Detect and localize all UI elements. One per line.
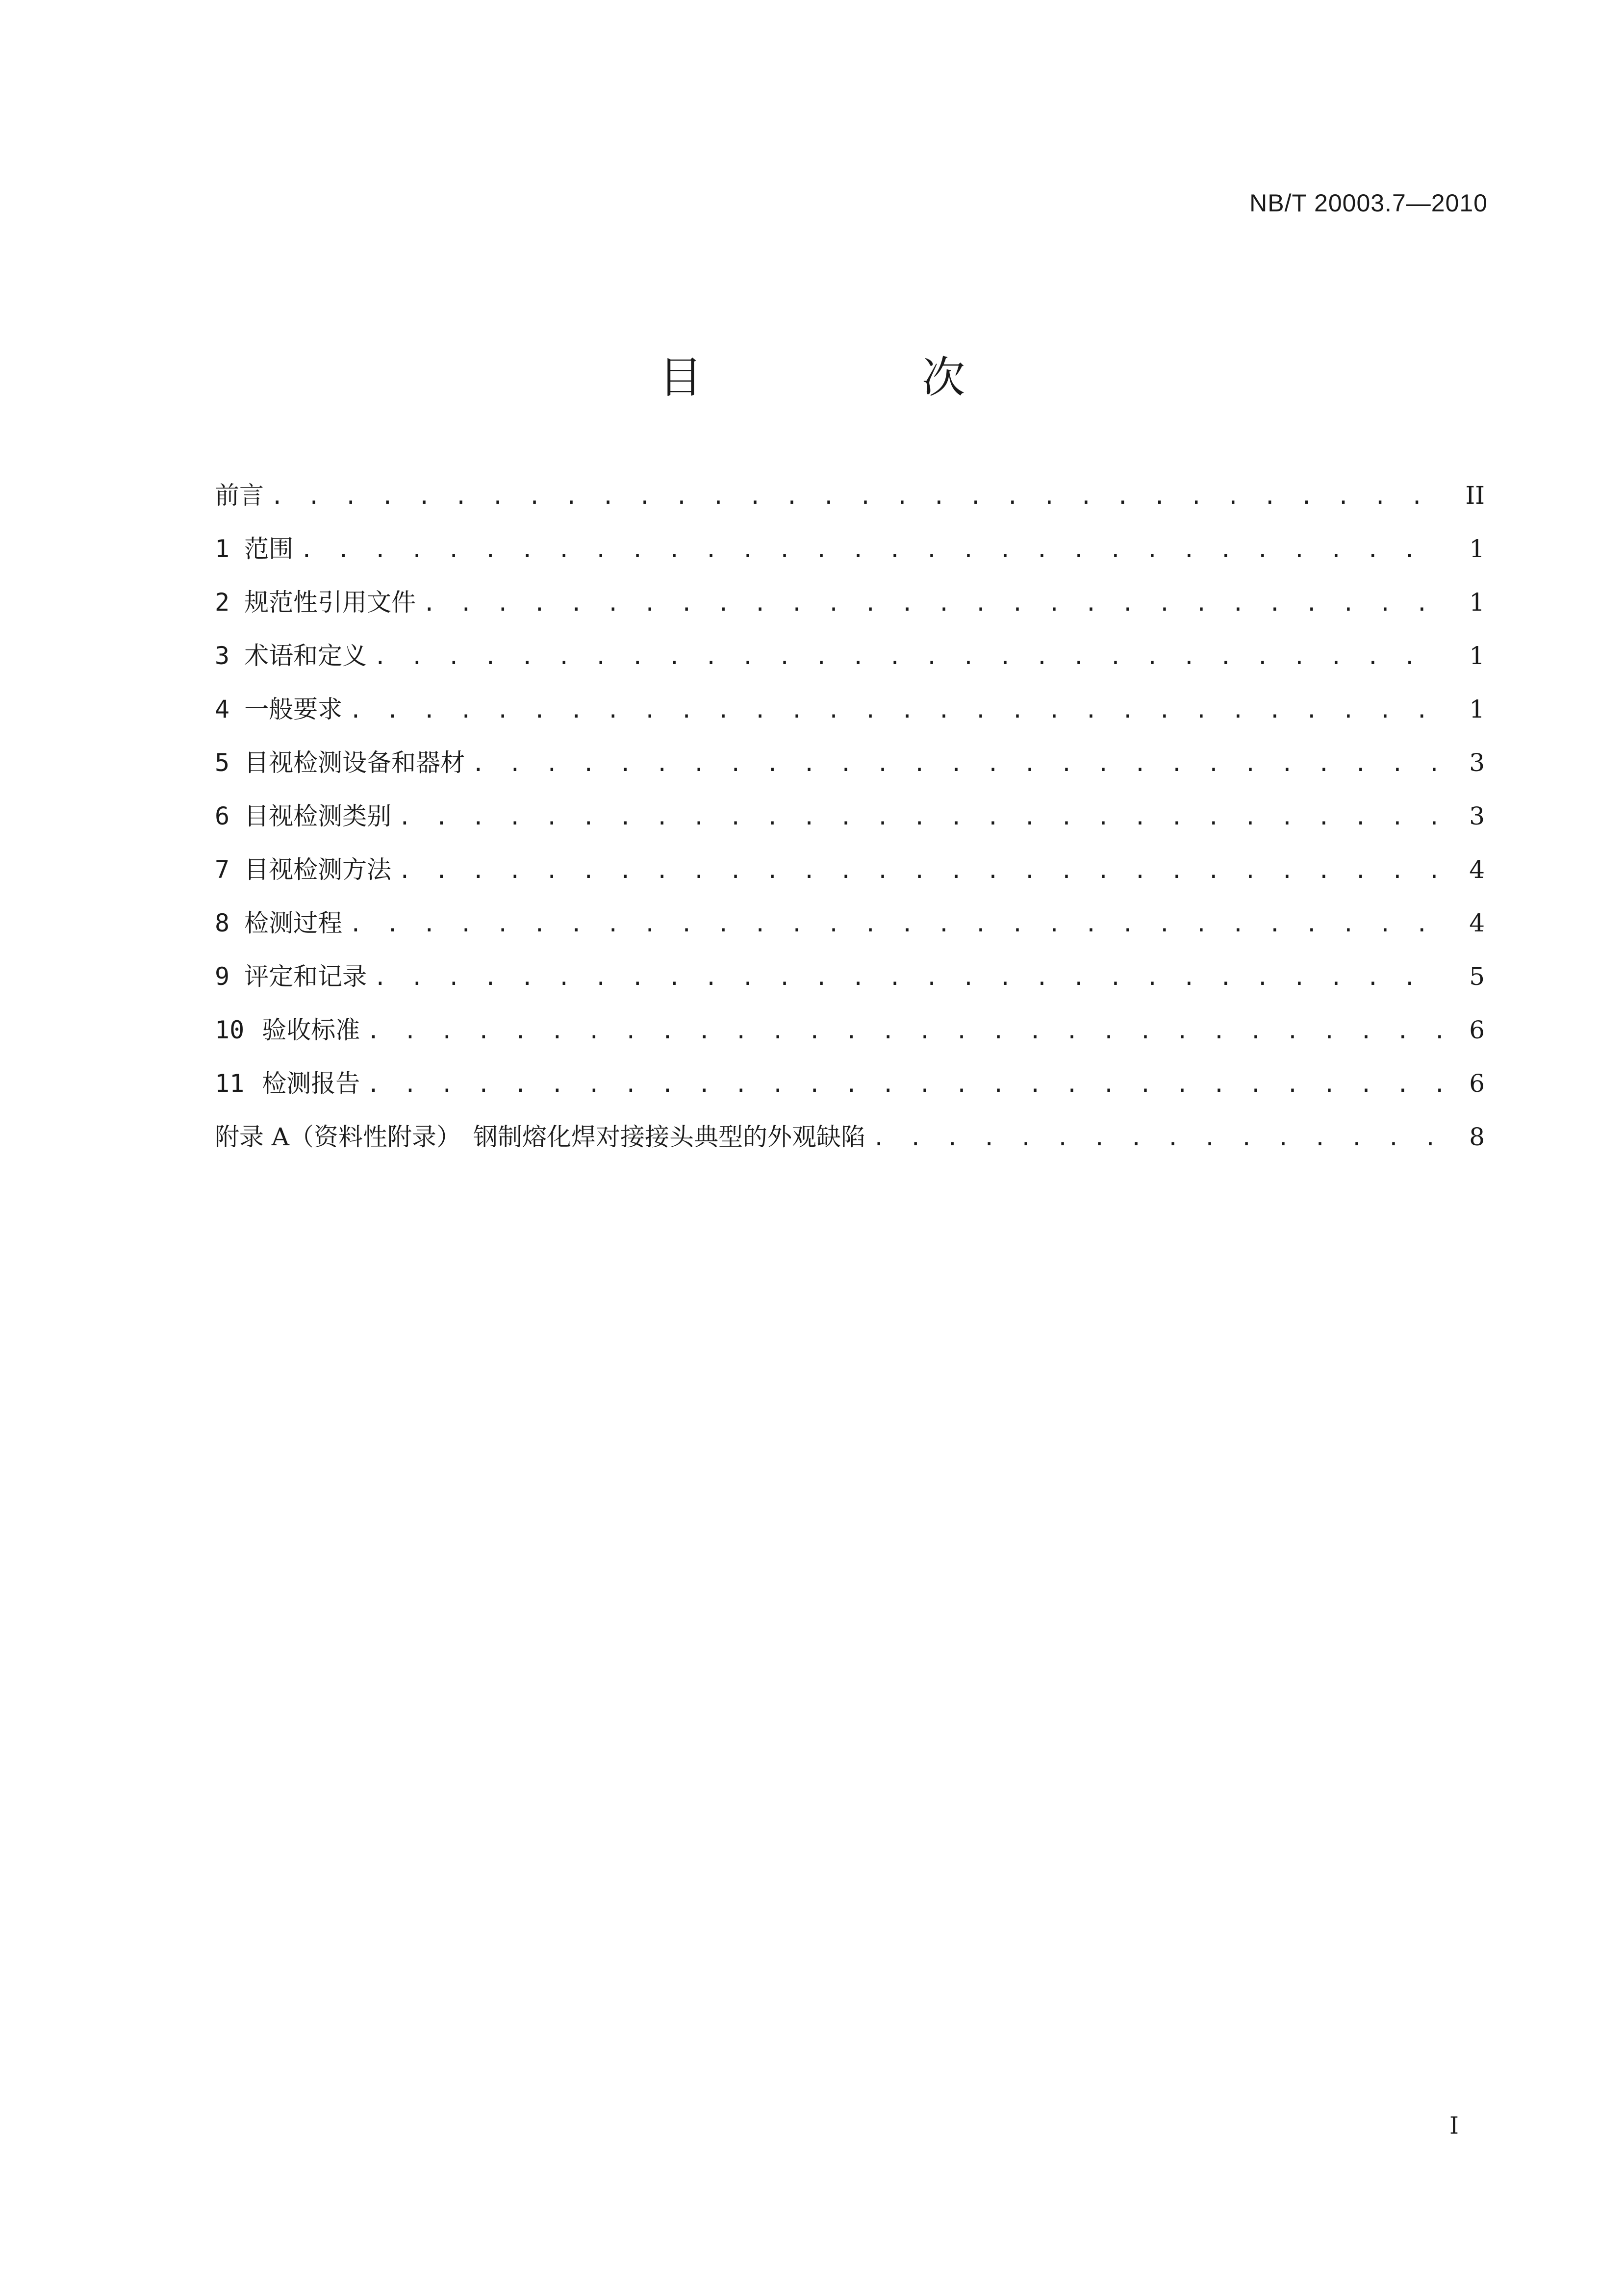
toc-entry-number: 11 [215, 1069, 245, 1098]
toc-entry-label: 目视检测类别 [244, 802, 392, 830]
toc-entry-page: II [1465, 481, 1485, 510]
toc-entry-8[interactable] [215, 903, 1485, 957]
toc-dot-leader [423, 591, 1444, 616]
toc-entry-page: 1 [1469, 535, 1485, 563]
toc-entry-page: 5 [1469, 962, 1485, 991]
toc-entry-number: 5 [215, 748, 230, 777]
toc-dot-leader [349, 698, 1444, 723]
toc-entry-label: 目视检测方法 [244, 855, 392, 884]
standard-code: NB/T 20003.7—2010 [1249, 189, 1488, 217]
toc-entry-7[interactable] [215, 850, 1485, 903]
toc-list [215, 476, 1485, 1171]
toc-entry-page: 1 [1469, 588, 1485, 617]
toc-dot-leader [374, 644, 1444, 670]
toc-dot-leader [374, 965, 1444, 990]
toc-entry-page: 6 [1469, 1016, 1485, 1044]
toc-entry-number: 10 [215, 1016, 245, 1044]
toc-dot-leader [349, 912, 1444, 937]
toc-entry-9[interactable] [215, 957, 1485, 1010]
toc-dot-leader [367, 1019, 1444, 1044]
toc-entry-page: 6 [1469, 1069, 1485, 1098]
toc-entry-number: 4 [215, 695, 230, 723]
toc-dot-leader [300, 538, 1444, 563]
toc-entry-number: 2 [215, 588, 230, 617]
toc-entry-number: 8 [215, 909, 230, 937]
toc-entry-number: 3 [215, 642, 230, 670]
toc-entry-label: 术语和定义 [244, 642, 367, 670]
toc-entry-label: 规范性引用文件 [244, 588, 416, 617]
toc-entry-6[interactable] [215, 797, 1485, 850]
toc-entry-label: 前言 [215, 481, 264, 510]
toc-entry-number: 6 [215, 802, 230, 830]
toc-entry-annex-a[interactable] [215, 1117, 1485, 1171]
toc-entry-label: 目视检测设备和器材 [244, 748, 465, 777]
toc-entry-page: 4 [1469, 855, 1485, 884]
toc-entry-label: 一般要求 [244, 695, 343, 723]
toc-entry-2[interactable] [215, 583, 1485, 636]
toc-entry-foreword[interactable] [215, 476, 1485, 529]
toc-entry-5[interactable] [215, 743, 1485, 797]
toc-title: 目 次 [659, 352, 1053, 403]
toc-entry-label: 附录 A（资料性附录） 钢制熔化焊对接接头典型的外观缺陷 [215, 1123, 866, 1151]
toc-entry-label: 范围 [244, 535, 294, 563]
toc-entry-11[interactable] [215, 1064, 1485, 1117]
toc-dot-leader [872, 1126, 1444, 1151]
toc-entry-page: 1 [1469, 642, 1485, 670]
toc-entry-label: 评定和记录 [244, 962, 367, 991]
toc-entry-page: 1 [1469, 695, 1485, 723]
toc-dot-leader [398, 805, 1444, 830]
toc-entry-label: 检测过程 [244, 909, 343, 937]
toc-entry-page: 4 [1469, 909, 1485, 937]
toc-entry-label: 检测报告 [262, 1069, 360, 1098]
toc-dot-leader [472, 751, 1444, 776]
toc-dot-leader [271, 484, 1444, 509]
toc-entry-1[interactable] [215, 529, 1485, 583]
toc-entry-page: 3 [1469, 802, 1485, 830]
toc-entry-number: 1 [215, 535, 230, 563]
toc-entry-label: 验收标准 [262, 1016, 360, 1044]
toc-entry-page: 8 [1469, 1123, 1485, 1151]
toc-entry-4[interactable] [215, 690, 1485, 743]
toc-dot-leader [367, 1072, 1444, 1097]
toc-entry-3[interactable] [215, 636, 1485, 690]
toc-entry-number: 7 [215, 855, 230, 884]
toc-entry-page: 3 [1469, 748, 1485, 777]
toc-entry-number: 9 [215, 962, 230, 991]
page-number: I [1449, 2112, 1459, 2139]
toc-dot-leader [398, 858, 1444, 883]
toc-entry-10[interactable] [215, 1010, 1485, 1064]
